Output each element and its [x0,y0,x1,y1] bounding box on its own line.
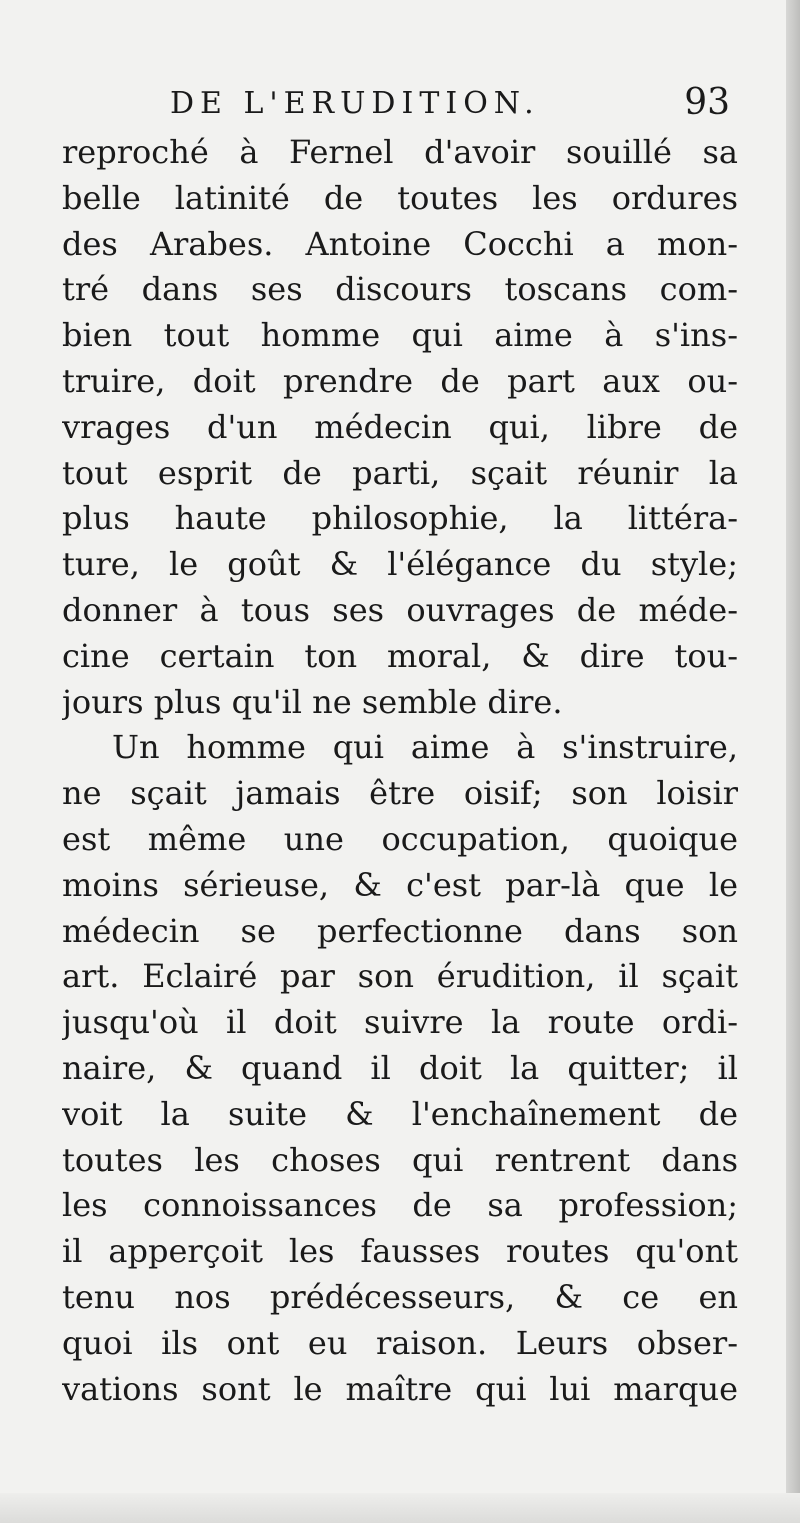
paragraph-start-line: Un homme qui aime à s'instruire, [112,728,738,767]
running-head: DE L'ERUDITION. [170,86,540,121]
text-line: donner à tous ses ouvrages de méde- [62,590,738,629]
text-line: quoi ils ont eu raison. Leurs obser- [62,1323,738,1362]
page-edge-shadow [786,0,800,1523]
text-line: toutes les choses qui rentrent dans [62,1140,738,1179]
text-line: vations sont le maître qui lui marque [62,1369,738,1408]
text-line: médecin se perfectionne dans son [62,911,738,950]
text-line: ture, le goût & l'élégance du style; [62,545,738,584]
text-line: bien tout homme qui aime à s'ins- [62,316,738,355]
text-line: moins sérieuse, & c'est par-là que le [62,865,738,904]
page-bottom-margin [0,1493,800,1523]
text-line: des Arabes. Antoine Cocchi a mon- [62,224,738,263]
text-line: voit la suite & l'enchaînement de [62,1094,738,1133]
text-line: jusqu'où il doit suivre la route ordi- [62,1003,738,1042]
body-text [62,130,738,1412]
text-line: art. Eclairé par son érudition, il sçait [62,957,738,996]
paragraph-end-line: jours plus qu'il ne semble dire. [62,682,563,721]
text-line: belle latinité de toutes les ordures [62,178,738,217]
text-line: est même une occupation, quoique [62,819,738,858]
text-line: tré dans ses discours toscans com- [62,270,738,309]
text-line: ne sçait jamais être oisif; son loisir [62,774,738,813]
text-line: vrages d'un médecin qui, libre de [62,407,738,446]
text-line: les connoissances de sa profession; [62,1186,738,1225]
text-line: plus haute philosophie, la littéra- [62,499,738,538]
text-line: il apperçoit les fausses routes qu'ont [62,1232,738,1271]
text-line: tout esprit de parti, sçait réunir la [62,453,738,492]
page-header [170,82,750,132]
page-number: 93 [684,82,730,123]
text-line: cine certain ton moral, & dire tou- [62,636,738,675]
text-line: naire, & quand il doit la quitter; il [62,1048,738,1087]
text-line: truire, doit prendre de part aux ou- [62,361,738,400]
text-line: tenu nos prédécesseurs, & ce en [62,1277,738,1316]
text-line: reproché à Fernel d'avoir souillé sa [62,133,738,171]
